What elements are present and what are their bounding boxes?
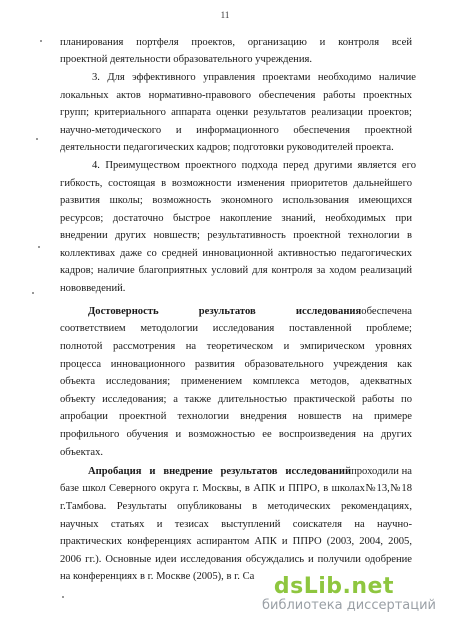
text-line: проектной деятельности образовательного учреждения. bbox=[60, 54, 313, 65]
watermark bbox=[262, 574, 442, 613]
page-number: 11 bbox=[220, 10, 230, 20]
scan-speck bbox=[38, 246, 40, 248]
text-line bbox=[88, 465, 412, 478]
text-line: кадров; наличие благоприятных условий для контроля за ходом реализаций bbox=[60, 265, 412, 276]
text-line: локальных актов нормативно-правового обеспечения работы проектных bbox=[60, 90, 412, 101]
text-fragment: проходили на bbox=[351, 466, 412, 477]
text-line: научно-методического и информационного обеспечения проектной bbox=[60, 125, 412, 136]
text-line: г.Тамбова. Результаты опубликованы в методических рекомендациях, bbox=[60, 501, 412, 512]
text-line: 2006 гг.). Основные идеи исследования обсуждались и получили одобрение bbox=[60, 554, 412, 565]
text-line: 3. Для эффективного управления проектами необходимо наличие bbox=[92, 72, 416, 83]
text-line: научных статьях и тезисах выступлений соискателя на научно- bbox=[60, 519, 412, 530]
text-line: внедрении других новшеств; результативность проектной технологии в bbox=[60, 230, 412, 241]
text-line: деятельности педагогических кадров; подготовки руководителей проекта. bbox=[60, 142, 394, 153]
watermark-caption: библиотека диссертаций bbox=[262, 598, 436, 613]
bold-heading-approbation: Апробация и внедрение результатов исследований bbox=[88, 466, 352, 477]
text-line: гибкость, состоящая в возможности изменения приоритетов дальнейшего bbox=[60, 178, 412, 189]
text-line: на конференциях в г. Москве (2005), в г. Са bbox=[60, 571, 255, 582]
text-line bbox=[88, 305, 412, 318]
text-line: объекту исследования; а также длительностью практической работы по bbox=[60, 394, 412, 405]
text-line: профильного обучения и возможностью ее воспроизведения на других bbox=[60, 429, 412, 440]
text-line: практических конференциях аспирантом АПК и ППРО (2003, 2004, 2005, bbox=[60, 536, 412, 547]
text-line: 4. Преимуществом проектного подхода перед другими является его bbox=[92, 160, 416, 171]
scan-speck bbox=[32, 292, 34, 294]
text-line: коллективах даже со средней инновационной активностью педагогических bbox=[60, 248, 412, 259]
text-line: планирования портфеля проектов, организацию и контроля всей bbox=[60, 37, 412, 48]
text-line: апробации проектной технологии внедрения новшеств на примере bbox=[60, 411, 412, 422]
text-line: процесса инновационного развития образовательного учреждения как bbox=[60, 359, 412, 370]
scan-speck bbox=[62, 596, 64, 598]
text-line: базе школ Северного округа г. Москвы, в АПК и ППРО, в школах№13,№18 bbox=[60, 483, 412, 494]
watermark-logo: dsLib.net bbox=[273, 574, 394, 599]
text-fragment: обеспечена bbox=[361, 306, 412, 317]
text-line: соответствием методологии исследования поставленной проблеме; bbox=[60, 323, 412, 334]
text-line: нововведений. bbox=[60, 283, 126, 294]
text-line: групп; критериального аппарата оценки результатов реализации проектов; bbox=[60, 107, 412, 118]
text-line: объектах. bbox=[60, 447, 104, 458]
scan-speck bbox=[36, 138, 38, 140]
text-line: ресурсов; достаточно быстрое накопление знаний, необходимых при bbox=[60, 213, 412, 224]
text-line: объекта исследования; применением комплекса методов, адекватных bbox=[60, 376, 412, 387]
text-line: полнотой рассмотрения на теоретическом и эмпирическом уровнях bbox=[60, 341, 412, 352]
scan-speck bbox=[40, 40, 42, 42]
bold-heading-reliability: Достоверность результатов исследования bbox=[88, 306, 362, 317]
text-line: развития школы; возможность экономного использования имеющихся bbox=[60, 195, 412, 206]
